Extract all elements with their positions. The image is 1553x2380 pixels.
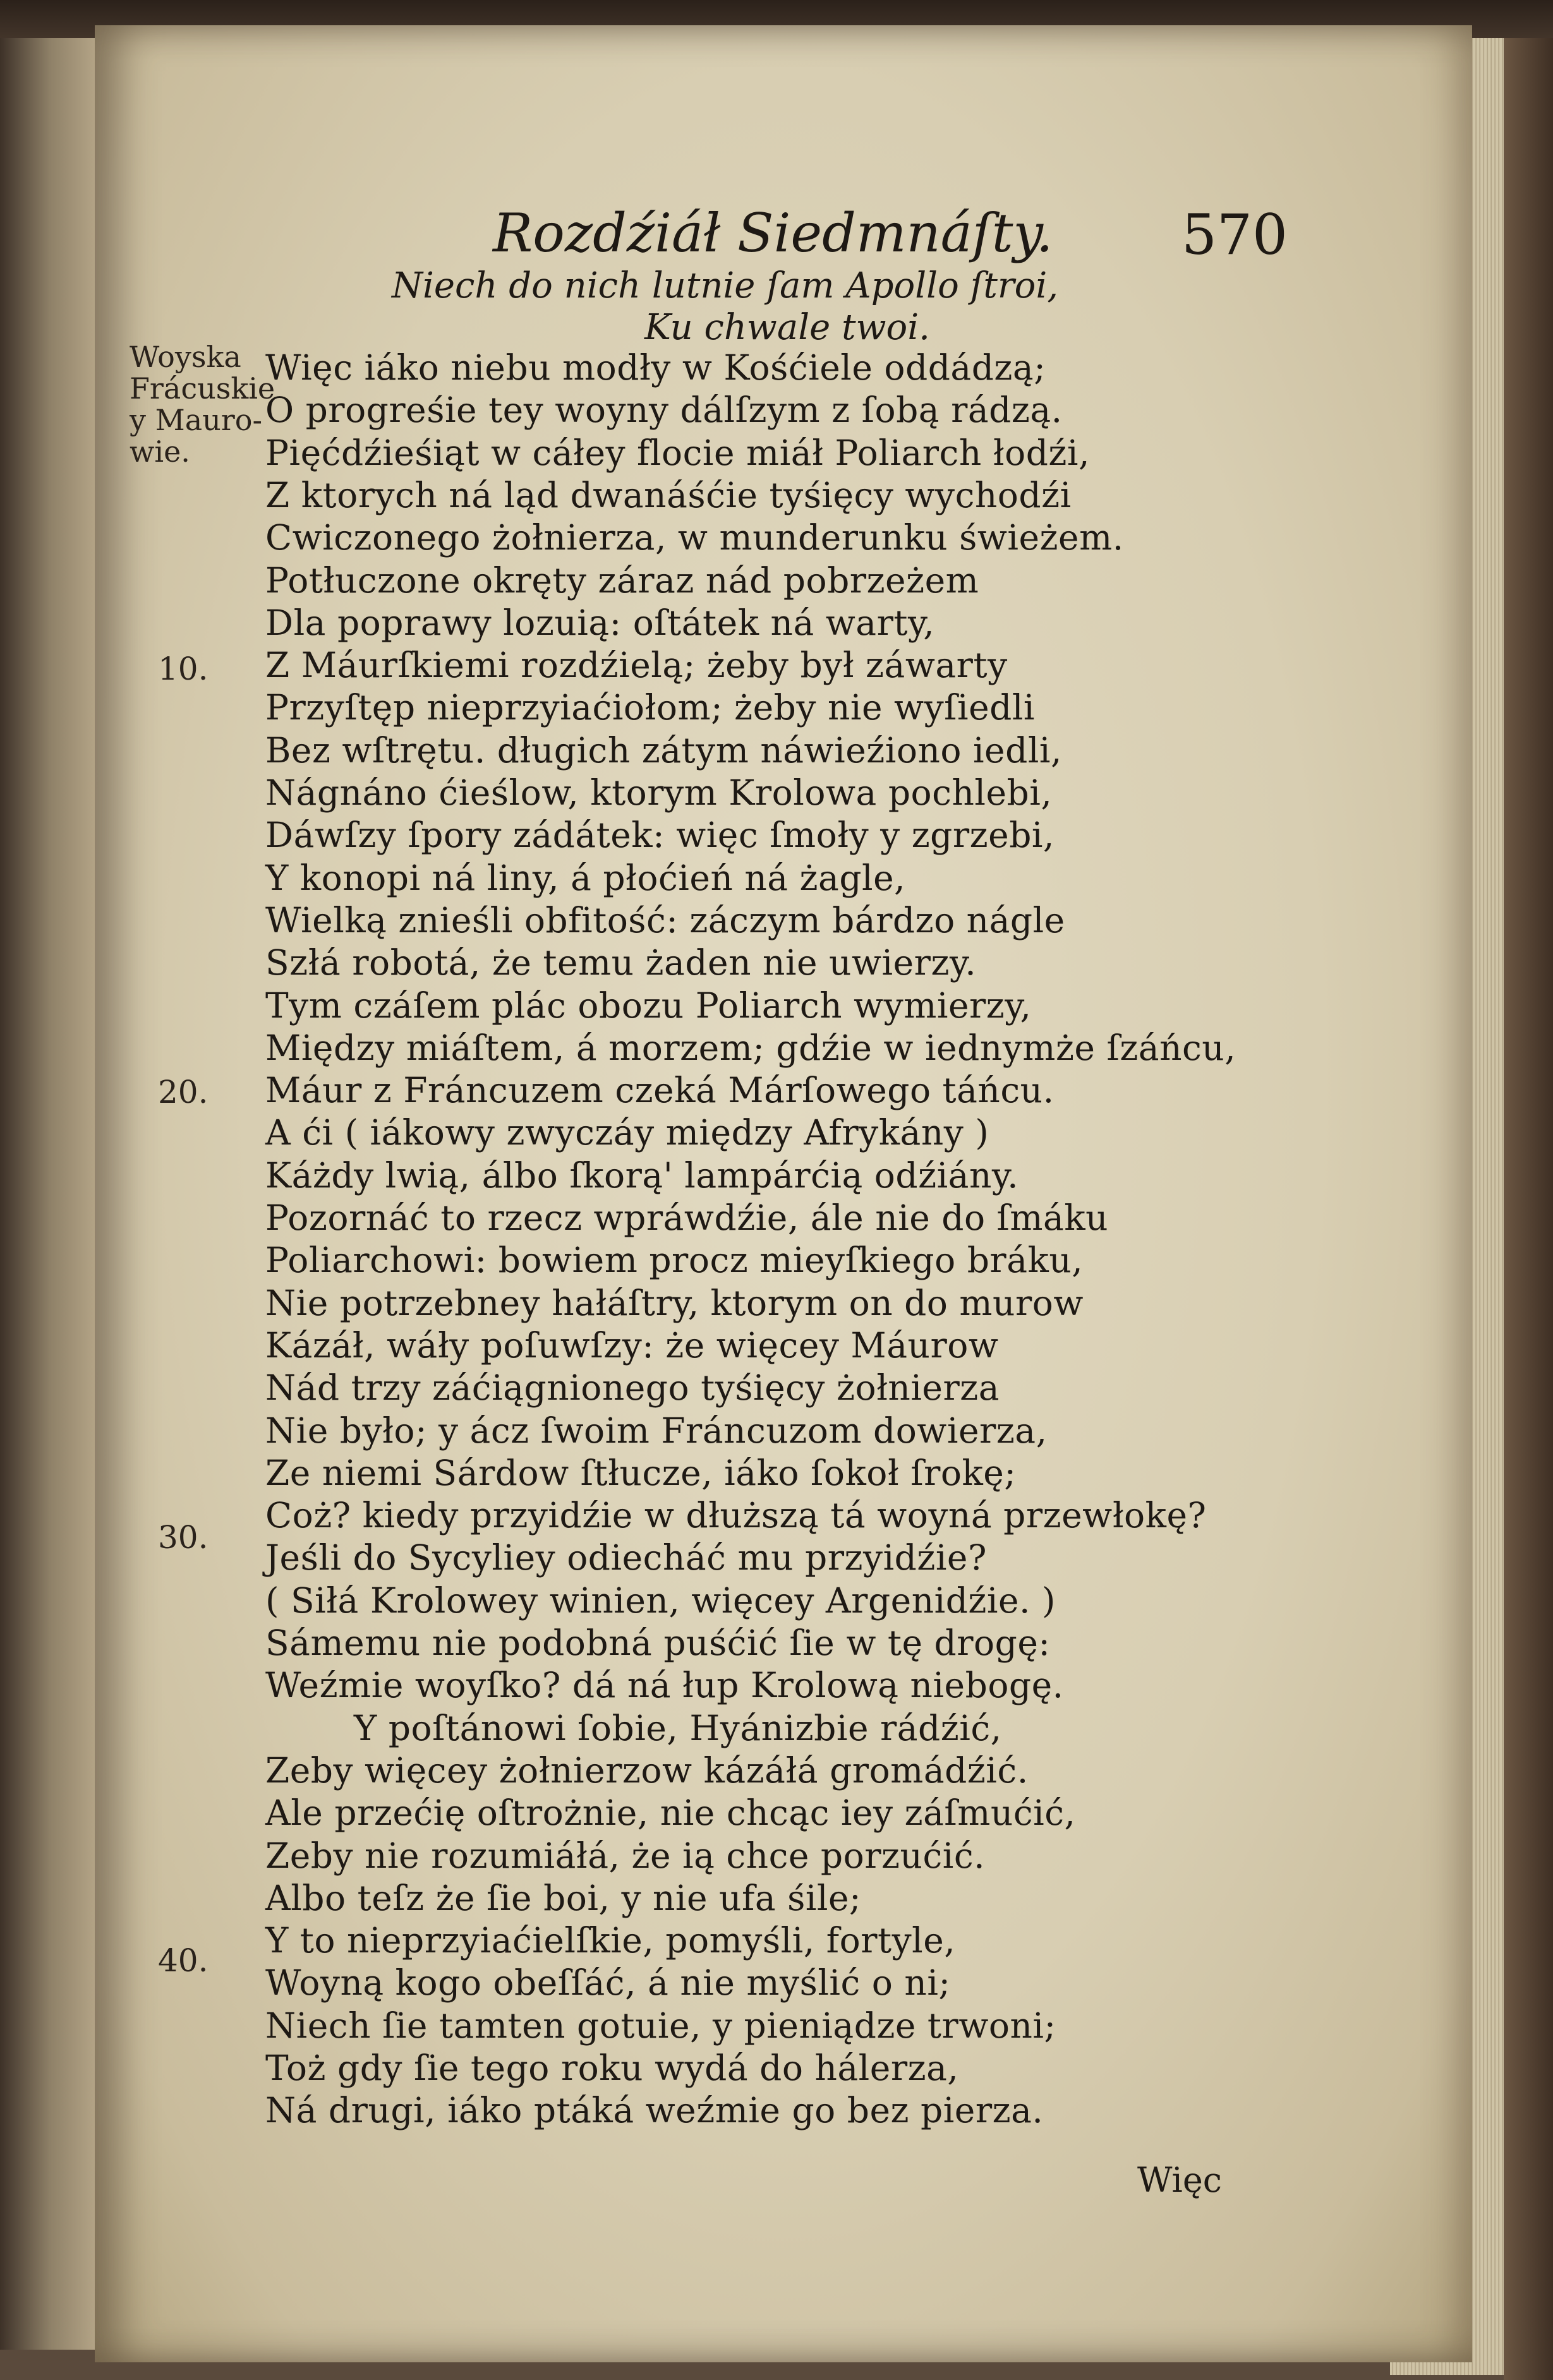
verse-line: Szłá robotá, że temu żaden nie uwierzy. xyxy=(265,942,977,983)
line-number: 10. xyxy=(158,651,208,687)
verse-line: Ze niemi Sárdow ſtłucze, iáko ſokoł ſrokę; xyxy=(265,1452,1017,1493)
epigraph-line: Ku chwale twoi. xyxy=(644,307,930,348)
verse-line: Nágnáno ćieślow, ktorym Krolowa pochlebi, xyxy=(265,772,1053,813)
margin-note xyxy=(130,340,275,469)
verse-line: Potłuczone okręty záraz nád pobrzeżem xyxy=(265,560,979,601)
verse-line: Nie było; y ácz ſwoim Fráncuzom dowierza, xyxy=(265,1410,1048,1451)
verse-line: Zeby więcey żołnierzow kázáłá gromádźić. xyxy=(265,1750,1029,1791)
line-number: 30. xyxy=(158,1519,208,1556)
line-number: 20. xyxy=(158,1074,208,1110)
verse-line: Wielką znieśli obfitość: záczym bárdzo nágle xyxy=(265,899,1065,941)
verse-line: Y to nieprzyiaćielſkie, pomyśli, fortyle, xyxy=(265,1920,956,1961)
verse-line: Jeśli do Sycyliey odiecháć mu przyidźie? xyxy=(265,1537,987,1578)
verse-line: Káżdy lwią, álbo ſkorą' lampárćią odźiány. xyxy=(265,1155,1019,1196)
verse-line: Przyſtęp nieprzyiaćiołom; żeby nie wyſiedli xyxy=(265,687,1036,728)
verse-line: Y konopi ná liny, á płoćień ná żagle, xyxy=(265,857,906,898)
verse-line: Máur z Fráncuzem czeká Márſowego táńcu. xyxy=(265,1070,1054,1111)
verse-line: Y poſtánowi ſobie, Hyánizbie rádźić, xyxy=(354,1707,1002,1748)
verse-line: Między miáſtem, á morzem; gdźie w iednymże ſzáńcu, xyxy=(265,1027,1236,1068)
epigraph-line: Niech do nich lutnie ſam Apollo ſtroi, xyxy=(392,265,1059,306)
verse-line: Nie potrzebney hałáſtry, ktorym on do murow xyxy=(265,1282,1084,1323)
verse-line: Pięćdźieśiąt w cáłey flocie miáł Poliarch łodźi, xyxy=(265,432,1090,473)
verse-line: Kázáł, wáły poſuwſzy: że więcey Máurow xyxy=(265,1325,999,1366)
verse-line: Z Máurſkiemi rozdźielą; żeby był záwarty xyxy=(265,645,1008,686)
verse-line: Woyną kogo obeſſáć, á nie myślić o ni; xyxy=(265,1962,951,2004)
line-number: 40. xyxy=(158,1942,208,1979)
verse-line: Bez wſtrętu. długich zátym náwieźiono iedli, xyxy=(265,730,1062,771)
book-cover-right xyxy=(1504,38,1553,2380)
verse-line: A ći ( iákowy zwyczáy między Afrykány ) xyxy=(265,1112,989,1153)
margin-note-line: Frácuskie xyxy=(130,371,275,406)
verse-line: Cwiczonego żołnierza, w munderunku świeżem. xyxy=(265,517,1124,558)
verse-line: Niech ſie tamten gotuie, y pieniądze trwoni; xyxy=(265,2005,1056,2046)
verse-line: Nád trzy záćiągnionego tyśięcy żołnierza xyxy=(265,1367,1000,1409)
verse-line: Coż? kiedy przyidźie w dłuższą tá woyná przewłokę? xyxy=(265,1495,1207,1536)
verse-line: Poliarchowi: bowiem procz mieyſkiego bráku, xyxy=(265,1240,1084,1281)
verse-line: Pozornáć to rzecz wpráwdźie, ále nie do ſmáku xyxy=(265,1198,1109,1238)
running-title: Rozdźiáł Siedmnáſty. xyxy=(493,202,1053,264)
verse-line: Ale przećię oſtrożnie, nie chcąc iey záſmućić, xyxy=(265,1793,1076,1834)
margin-note-line: y Mauro- xyxy=(130,403,262,437)
catchword: Więc xyxy=(1137,2160,1223,2200)
verse-line: Toż gdy ſie tego roku wydá do hálerza, xyxy=(265,2048,959,2088)
verse-line: Więc iáko niebu modły w Kośćiele oddádzą; xyxy=(265,347,1046,388)
verse-line: Tym czáſem plác obozu Poliarch wymierzy, xyxy=(265,985,1032,1026)
verse-line: Dla poprawy lozuią: oſtátek ná warty, xyxy=(265,602,935,643)
margin-note-line: wie. xyxy=(130,435,190,469)
page-number: 570 xyxy=(1181,202,1288,267)
running-head xyxy=(493,189,1314,265)
margin-note-line: Woyska xyxy=(130,340,241,374)
verse-line: O progreśie tey woyny dálſzym z ſobą rádzą. xyxy=(265,390,1063,431)
verse-line: Weźmie woyſko? dá ná łup Krolową niebogę. xyxy=(265,1665,1064,1706)
verse-line: Sámemu nie podobná puśćić ſie w tę drogę: xyxy=(265,1623,1051,1663)
verse-line: Z ktorych ná ląd dwanáśćie tyśięcy wychodźi xyxy=(265,474,1072,515)
verse-line: ( Siłá Krolowey winien, więcey Argenidźie. ) xyxy=(265,1580,1056,1621)
verse-line: Dáwſzy ſpory zádátek: więc ſmoły y zgrzebi, xyxy=(265,815,1054,856)
verse-line: Ná drugi, iáko ptáká weźmie go bez pierza. xyxy=(265,2090,1044,2131)
verse-line: Zeby nie rozumiáłá, że ią chce porzućić. xyxy=(265,1835,986,1876)
verse-line: Albo teſz że ſie boi, y nie ufa śile; xyxy=(265,1877,862,1918)
